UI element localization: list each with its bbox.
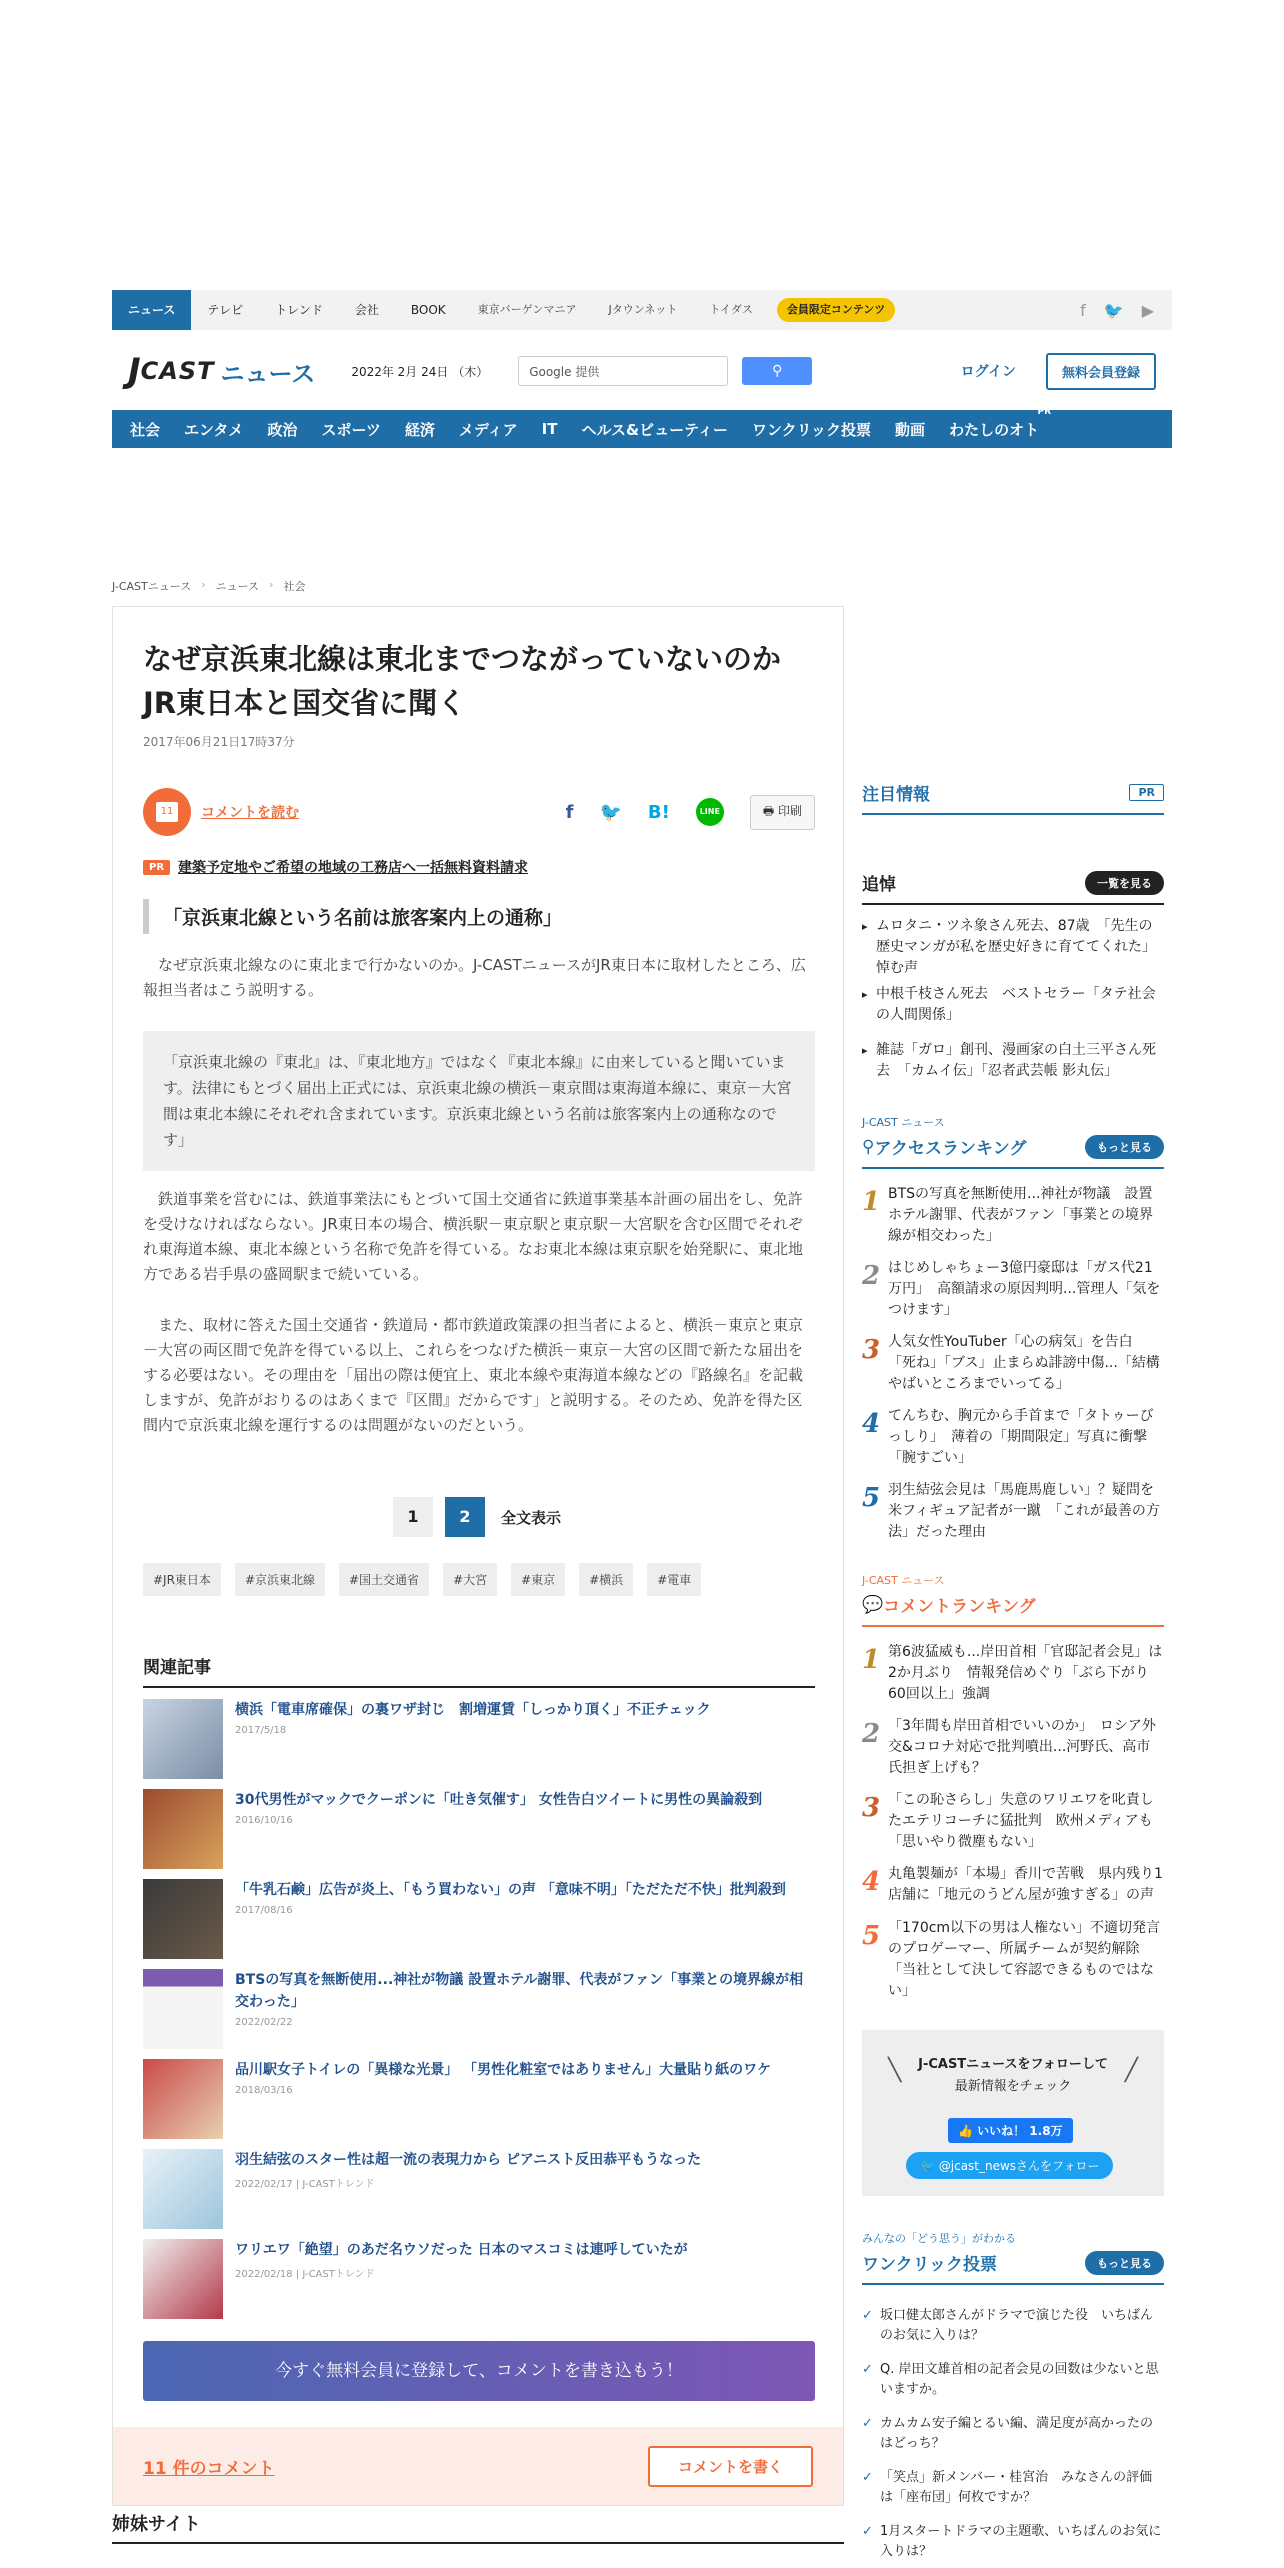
related-item[interactable] — [143, 1969, 815, 2049]
topnav-news[interactable]: ニュース — [112, 290, 191, 330]
site-header — [112, 340, 1172, 402]
tag[interactable]: #JR東日本 — [143, 1563, 221, 1596]
vote-more-button[interactable]: もっと見る — [1085, 2251, 1164, 2275]
related-title: 品川駅女子トイレの「異様な光景」 「男性化粧室ではありません」大量貼り紙のワケ — [235, 2062, 772, 2078]
pr-badge: PR — [143, 860, 170, 875]
related-item[interactable] — [143, 2059, 815, 2139]
related-item[interactable] — [143, 1789, 815, 1869]
notice-heading — [862, 780, 1164, 815]
facebook-share-icon[interactable]: f — [565, 801, 574, 823]
related-title: ワリエワ「絶望」のあだ名ウソだった 日本のマスコミは連呼していたが — [235, 2242, 688, 2258]
follow-box — [862, 2030, 1164, 2196]
tag[interactable]: #京浜東北線 — [235, 1563, 325, 1596]
tag[interactable]: #大宮 — [443, 1563, 497, 1596]
vote-title: ワンクリック投票 — [862, 2255, 997, 2275]
pr-text: 建築予定地やご希望の地域の工務店へ一括無料資料請求 — [178, 860, 529, 876]
line-share-icon[interactable]: LINE — [696, 798, 724, 826]
related-date: 2022/02/17 | J-CASTトレンド — [235, 2179, 375, 2190]
access-ranking-item[interactable] — [862, 1480, 1164, 1543]
related-item[interactable] — [143, 2149, 815, 2229]
article-title: なぜ京浜東北線は東北までつながっていないのか JR東日本と国交省に聞く — [143, 642, 782, 720]
related-title: BTSの写真を無断使用...神社が物議 設置ホテル謝罪、代表がファン「事業との境界線が相交わった」 — [235, 1972, 804, 2010]
notice-pr-badge: PR — [1129, 784, 1164, 801]
related-item[interactable] — [143, 1699, 815, 1779]
write-comment-button[interactable]: コメントを書く — [648, 2446, 813, 2487]
rank-number: 2 — [862, 1261, 881, 1291]
logo-cast: CAST — [140, 357, 215, 385]
cat-society[interactable]: 社会 — [130, 420, 161, 439]
twitter-follow-button[interactable]: 🐦 @jcast_newsさんをフォロー — [906, 2152, 1113, 2179]
article-paragraph-2: 鉄道事業を営むには、鉄道事業法にもとづいて国土交通省に鉄道事業基本計画の届出をし、免許を受けなければならない。JR東日本の場合、横浜駅－東京駅と東京駅－大宮駅を含む区間でそれぞれ東海道本線、東北本線という名称で免許を得ている。なお東北本線は東京駅を始発駅に、東北地方である岩手県の盛岡駅まで続いている。 — [143, 1190, 804, 1283]
breadcrumb-home[interactable]: J-CASTニュース — [112, 580, 192, 593]
pr-label: PR — [1037, 406, 1052, 417]
related-heading: 関連記事 — [143, 1653, 815, 1688]
access-ranking-item[interactable] — [862, 1406, 1164, 1469]
register-cta-button[interactable]: 今すぐ無料会員に登録して、コメントを書き込もう！ — [143, 2341, 815, 2401]
article-paragraph-3: また、取材に答えた国土交通省・鉄道局・都市鉄道政策課の担当者によると、横浜－東京と東京－大宮の両区間で免許を得ている以上、これらをつなげた横浜－東京－大宮の区間で新たな届出をする必要はない。その理由を「届出の際は便宜上、東北本線や東海道本線などの『路線名』を記載しますが、免許がおりるのはあくまで『区間』だからです」と説明する。そのため、免許を得た区間内で京浜東北線を運行するのは問題がないのだという。 — [143, 1316, 804, 1434]
twitter-icon[interactable]: 🐦 — [1103, 300, 1124, 320]
vote-item[interactable]: ✓ 1月スタートドラマの主題歌、いちばんのお気に入りは？ — [862, 2522, 1164, 2562]
related-date: 2016/10/16 — [235, 1815, 293, 1826]
tag[interactable]: #東京 — [511, 1563, 565, 1596]
related-thumbnail — [143, 2149, 223, 2229]
related-thumbnail — [143, 1969, 223, 2049]
breadcrumb-news[interactable]: ニュース — [215, 580, 260, 593]
search-button[interactable] — [742, 357, 812, 385]
cat-entertainment[interactable]: エンタメ — [184, 420, 244, 439]
rank-number: 5 — [862, 1921, 881, 1951]
rank-title: 第6波猛威も...岸田首相「官邸記者会見」は2か月ぶり 情報発信めぐり「ぶら下がり60回以上」強調 — [888, 1644, 1163, 1702]
rank-title: 羽生結弦会見は「馬鹿馬鹿しい」？疑問を米フィギュア記者が一蹴 「これが最善の方法」だった理由 — [888, 1482, 1160, 1540]
logo-news: ニュース — [220, 359, 316, 388]
article — [112, 606, 844, 2506]
cat-it[interactable]: IT — [541, 420, 558, 438]
tag[interactable]: #横浜 — [579, 1563, 633, 1596]
related-date: 2018/03/16 — [235, 2085, 293, 2096]
related-title: 横浜「電車席確保」の裏ワザ封じ 割増運賃「しっかり頂く」不正チェック — [235, 1702, 711, 1718]
access-ranking-item[interactable] — [862, 1258, 1164, 1321]
rank-title: BTSの写真を無断使用...神社が物議 設置ホテル謝罪、代表がファン「事業との境界線が相交わった」 — [888, 1186, 1154, 1244]
related-thumbnail — [143, 1879, 223, 1959]
comment-bubble-icon: 💬 — [862, 1594, 884, 1615]
obituary-item[interactable]: ▸ 中根千枝さん死去 ベストセラー「タテ社会の人間関係」 — [862, 984, 1164, 1026]
related-title: 羽生結弦のスター性は超一流の表現力から ピアニスト反田恭平もうなった — [235, 2152, 702, 2168]
topnav-toidas[interactable]: トイダス — [709, 303, 753, 316]
rank-number: 1 — [862, 1645, 881, 1675]
topnav-tv[interactable]: テレビ — [207, 303, 244, 317]
rank-number: 4 — [862, 1867, 881, 1897]
related-thumbnail — [143, 1699, 223, 1779]
pagination — [393, 1497, 561, 1537]
related-thumbnail — [143, 2059, 223, 2139]
ranking-icon: ⚲ — [862, 1136, 875, 1157]
comment-ranking-item[interactable] — [862, 1864, 1164, 1906]
related-date: 2017/5/18 — [235, 1725, 287, 1736]
access-ranking-item[interactable] — [862, 1184, 1164, 1247]
share-buttons — [566, 798, 724, 826]
comment-ranking-item[interactable] — [862, 1716, 1164, 1779]
vote-label: みんなの「どう思う」がわかる — [862, 2232, 1016, 2245]
tag[interactable]: #国土交通省 — [339, 1563, 429, 1596]
article-paragraph-1: なぜ京浜東北線なのに東北まで行かないのか。J-CASTニュースがJR東日本に取材したところ、広報担当者はこう説明する。 — [143, 956, 806, 999]
comment-ranking-label: J-CAST ニュース — [862, 1574, 945, 1587]
print-button[interactable] — [750, 795, 815, 830]
site-logo[interactable] — [128, 351, 315, 391]
category-nav — [112, 406, 1172, 448]
youtube-icon[interactable]: ▶ — [1141, 300, 1154, 320]
related-item[interactable] — [143, 1879, 815, 1959]
decor-slash-right: ╱ — [1124, 2058, 1138, 2083]
article-quote: 「京浜東北線の『東北』は、『東北地方』ではなく『東北本線』に由来していると聞いています。法律にもとづく届出上正式には、京浜東北線の横浜－東京間は東海道本線に、東京－大宮間は東北本線にそれぞれ含まれています。京浜東北線という名前は旅客案内上の通称なのです」 — [143, 1031, 815, 1171]
article-date: 2017年06月21日17時37分 — [143, 735, 295, 749]
obituary-title: 追悼 — [862, 875, 896, 895]
access-ranking-label: J-CAST ニュース — [862, 1116, 945, 1129]
topnav-trend[interactable]: トレンド — [275, 303, 323, 317]
comment-count: 11 — [156, 802, 178, 822]
related-date: 2017/08/16 — [235, 1905, 293, 1916]
access-ranking-item[interactable] — [862, 1332, 1164, 1395]
vote-item[interactable]: ✓ Q. 岸田文雄首相の記者会見の回数は少ないと思いますか。 — [862, 2360, 1164, 2400]
tag[interactable]: #電車 — [647, 1563, 701, 1596]
access-ranking-heading — [862, 1134, 1164, 1169]
breadcrumb-society[interactable]: 社会 — [283, 580, 306, 593]
follow-text — [862, 2054, 1164, 2098]
obituary-item[interactable]: ▸ ムロタニ・ツネ象さん死去、87歳 「先生の歴史マンガが私を歴史好きに育ててくれた」悼む声 — [862, 916, 1164, 979]
topnav-bargain[interactable]: 東京バーゲンマニア — [477, 303, 577, 316]
tag-list — [143, 1563, 701, 1596]
follow-line-2: 最新情報をチェック — [954, 2079, 1072, 2094]
obituary-heading — [862, 870, 1164, 905]
related-item[interactable] — [143, 2239, 815, 2319]
notice-title: 注目情報 — [862, 785, 930, 805]
rank-title: 「3年間も岸田首相でいいのか」 ロシア外交&コロナ対応で批判噴出...河野氏、高市氏担ぎ上げも？ — [888, 1718, 1156, 1776]
show-full-text-link[interactable]: 全文表示 — [501, 1508, 562, 1527]
rank-number: 3 — [862, 1335, 881, 1365]
cat-sports[interactable]: スポーツ — [321, 420, 381, 439]
rank-title: 丸亀製麺が「本場」香川で苦戦 県内残り1店舗に「地元のうどん屋が強すぎる」の声 — [888, 1866, 1163, 1903]
obituary-more-button[interactable]: 一覧を見る — [1085, 871, 1164, 895]
obituary-item[interactable]: ▸ 雑誌「ガロ」創刊、漫画家の白土三平さん死去 「カムイ伝」「忍者武芸帳 影丸伝」 — [862, 1040, 1164, 1082]
article-action-row — [143, 787, 815, 837]
page-2-button[interactable]: 2 — [445, 1497, 485, 1537]
comment-ranking-item[interactable] — [862, 1642, 1164, 1705]
register-button[interactable]: 無料会員登録 — [1046, 353, 1156, 390]
related-title: 30代男性がマックでクーポンに「吐き気催す」 女性告白ツイートに男性の異論殺到 — [235, 1792, 763, 1808]
cat-politics[interactable]: 政治 — [267, 420, 298, 439]
read-comments-link[interactable]: コメントを読む — [201, 805, 299, 821]
comment-bar — [113, 2427, 843, 2505]
cat-video[interactable]: 動画 — [895, 420, 926, 439]
cat-vote[interactable]: ワンクリック投票 — [751, 420, 872, 439]
search-icon: ⚲ — [772, 363, 783, 379]
logo-j: J — [128, 351, 141, 391]
cat-health[interactable]: ヘルス&ビューティー — [581, 420, 728, 439]
comment-ranking-item[interactable] — [862, 1790, 1164, 1853]
comment-ranking-heading — [862, 1592, 1164, 1627]
page-1-button[interactable]: 1 — [393, 1497, 433, 1537]
related-thumbnail — [143, 2239, 223, 2319]
vote-item[interactable]: ✓ カムカム安子編とるい編、満足度が高かったのはどっち？ — [862, 2414, 1164, 2454]
access-ranking-title: アクセスランキング — [874, 1139, 1027, 1159]
rank-title: 「この恥さらし」失意のワリエワを叱責したエテリコーチに猛批判 欧州メディアも「思いやり微塵もない」 — [888, 1792, 1154, 1850]
login-link[interactable]: ログイン — [960, 364, 1016, 380]
comment-count-link[interactable]: 11 件のコメント — [143, 2458, 275, 2479]
cat-media[interactable]: メディア — [458, 420, 518, 439]
current-date: 2022年 2月 24日 （木） — [351, 364, 489, 379]
printer-icon: 🖶 — [762, 803, 778, 818]
twitter-share-icon[interactable]: 🐦 — [599, 801, 622, 823]
cat-watashi-label: わたしのオト — [949, 420, 1040, 439]
facebook-icon[interactable]: f — [1080, 300, 1086, 320]
social-links — [1080, 301, 1172, 320]
rank-title: 人気女性YouTuber「心の病気」を告白 「死ね」「ブス」止まらぬ誹謗中傷...「結構やばいところまでいってる」 — [888, 1334, 1160, 1392]
decor-slash-left: ╲ — [888, 2058, 902, 2083]
cat-economy[interactable]: 経済 — [404, 420, 435, 439]
related-thumbnail — [143, 1789, 223, 1869]
comment-ranking-title: コメントランキング — [883, 1597, 1036, 1617]
hatena-bookmark-icon[interactable]: B! — [647, 801, 670, 823]
rank-number: 4 — [862, 1409, 881, 1439]
access-ranking-more-button[interactable]: もっと見る — [1085, 1135, 1164, 1159]
rank-number: 1 — [862, 1187, 881, 1217]
rank-number: 3 — [862, 1793, 881, 1823]
rank-number: 5 — [862, 1483, 881, 1513]
comment-ranking-item[interactable] — [862, 1918, 1164, 2002]
sister-sites-heading: 姉妹サイト — [112, 2510, 844, 2544]
rank-number: 2 — [862, 1719, 881, 1749]
related-title: 「牛乳石鹸」広告が炎上、「もう買わない」の声 「意味不明」「ただただ不快」批判殺到 — [235, 1882, 786, 1898]
topnav-jtown[interactable]: Jタウンネット — [608, 303, 678, 316]
search-input[interactable]: Google 提供 — [518, 356, 728, 386]
related-date: 2022/02/22 — [235, 2017, 293, 2028]
rank-title: はじめしゃちょー3億円豪邸は「ガス代21万円」 高額請求の原因判明...管理人「気をつけます」 — [888, 1260, 1161, 1318]
cat-watashi[interactable] — [937, 406, 1052, 440]
facebook-like-button[interactable]: 👍 いいね！ 1.8万 — [948, 2118, 1073, 2143]
rank-title: 「170cm以下の男は人権ない」不適切発言のプロゲーマー、所属チームが契約解除 「当社として決して容認できるものではない」 — [888, 1920, 1161, 1999]
vote-heading — [862, 2250, 1164, 2285]
pr-link[interactable] — [143, 857, 528, 877]
topnav-company[interactable]: 会社 — [354, 303, 379, 317]
article-subheading: 「京浜東北線という名前は旅客案内上の通称」 — [143, 899, 815, 934]
vote-item[interactable]: ✓ 坂口健太郎さんがドラマで演じた役 いちばんのお気に入りは？ — [862, 2306, 1164, 2346]
vote-item[interactable]: ✓ 「笑点」新メンバー・桂宮治 みなさんの評価は「座布団」何枚ですか？ — [862, 2468, 1164, 2508]
related-date: 2022/02/18 | J-CASTトレンド — [235, 2269, 375, 2280]
top-service-bar — [112, 290, 1172, 330]
breadcrumb: J-CASTニュース › ニュース › 社会 — [112, 578, 306, 593]
member-contents-button[interactable]: 会員限定コンテンツ — [777, 298, 895, 322]
follow-line-1: J-CASTニュースをフォローして — [918, 2057, 1108, 2072]
print-label: 印刷 — [777, 803, 802, 818]
topnav-book[interactable]: BOOK — [410, 303, 446, 317]
rank-title: てんちむ、胸元から手首まで「タトゥーびっしり」 薄着の「期間限定」写真に衝撃「腕すごい」 — [888, 1408, 1154, 1466]
comment-count-icon[interactable] — [143, 788, 191, 836]
